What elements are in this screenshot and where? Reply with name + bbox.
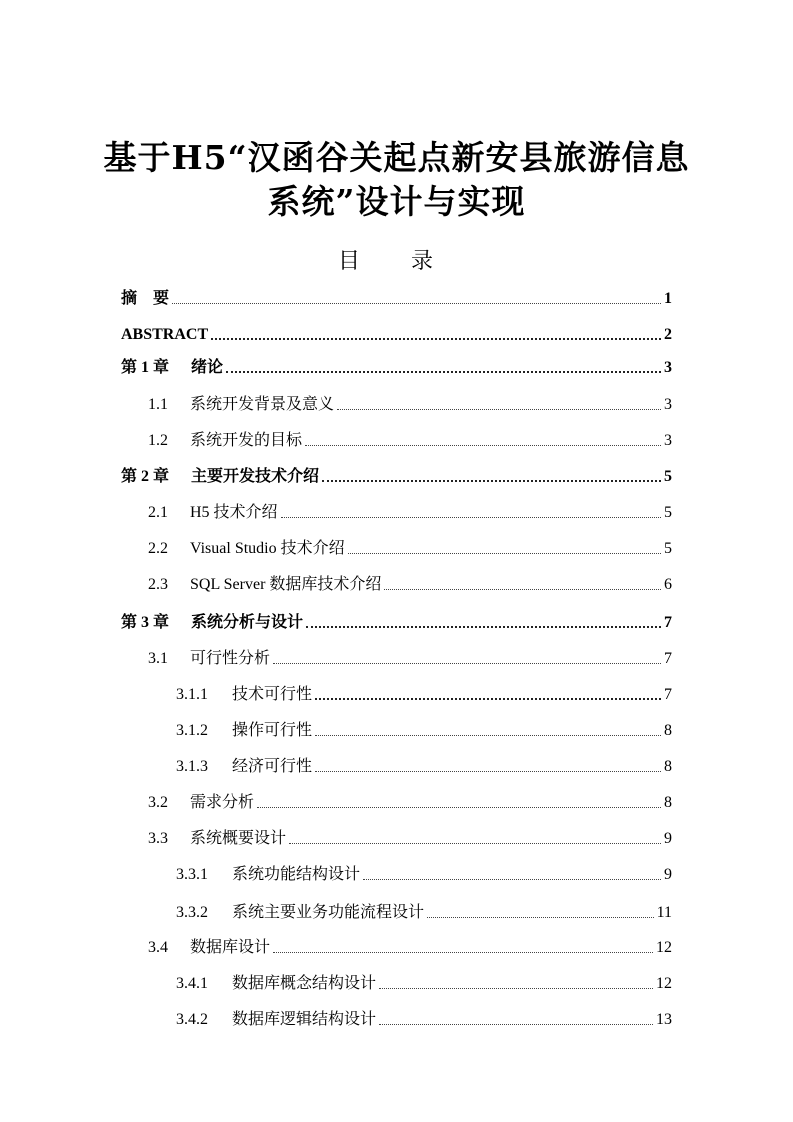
toc-entry-1-1[interactable] xyxy=(148,389,672,415)
toc-entry-number: 3.3.2 xyxy=(176,904,208,921)
toc-entry-page: 12 xyxy=(656,939,672,956)
toc-entry-page: 11 xyxy=(656,904,672,921)
dot-leader xyxy=(172,293,661,305)
toc-entry-2-2[interactable] xyxy=(148,533,672,559)
toc-entry-page: 5 xyxy=(664,540,672,557)
toc-entry-title: 经济可行性 xyxy=(232,758,313,775)
toc-entry-page: 12 xyxy=(656,975,672,992)
toc-entry-number: 3.3 xyxy=(148,830,168,847)
toc-entry-chapter-2[interactable] xyxy=(121,461,672,487)
toc-entry-3-2[interactable] xyxy=(148,787,672,813)
toc-entry-number: 第 2 章 xyxy=(121,468,170,485)
toc-entry-number: 2.3 xyxy=(148,576,168,593)
toc-entry-title: 绪论 xyxy=(191,359,224,376)
dot-leader xyxy=(379,1014,653,1026)
toc-entry-3-3-2[interactable] xyxy=(176,897,672,923)
toc-entry-3-1-3[interactable] xyxy=(176,751,672,777)
dot-leader xyxy=(337,399,661,411)
toc-entry-title: Visual Studio 技术介绍 xyxy=(190,540,345,557)
toc-entry-number: 3.1.1 xyxy=(176,686,208,703)
toc-entry-page: 8 xyxy=(664,794,672,811)
toc-entry-number: 1.1 xyxy=(148,396,168,413)
toc-entry-number: 第 1 章 xyxy=(121,359,170,376)
toc-entry-number: 3.1.2 xyxy=(176,722,208,739)
toc-heading: 目 录 xyxy=(338,249,455,274)
toc-entry-title: 数据库逻辑结构设计 xyxy=(232,1011,377,1028)
toc-entry-title: ABSTRACT xyxy=(121,326,209,343)
dot-leader xyxy=(289,833,661,845)
toc-entry-title: 系统开发背景及意义 xyxy=(190,396,335,413)
dot-leader xyxy=(306,617,661,629)
toc-entry-page: 7 xyxy=(664,686,672,703)
toc-entry-title: 需求分析 xyxy=(190,794,255,811)
toc-entry-number: 2.2 xyxy=(148,540,168,557)
toc-entry-abstract-en[interactable] xyxy=(121,319,672,345)
toc-entry-number: 3.4.1 xyxy=(176,975,208,992)
toc-entry-number: 3.2 xyxy=(148,794,168,811)
dot-leader xyxy=(315,725,661,737)
toc-entry-title: H5 技术介绍 xyxy=(190,504,278,521)
toc-entry-title: 系统开发的目标 xyxy=(190,432,303,449)
toc-entry-3-1-1[interactable] xyxy=(176,679,672,705)
toc-entry-number: 3.4.2 xyxy=(176,1011,208,1028)
toc-entry-title: 数据库概念结构设计 xyxy=(232,975,377,992)
toc-entry-chapter-3[interactable] xyxy=(121,607,672,633)
toc-entry-3-4-1[interactable] xyxy=(176,968,672,994)
toc-entry-title: 系统分析与设计 xyxy=(191,614,304,631)
toc-entry-page: 1 xyxy=(664,290,672,307)
toc-entry-page: 3 xyxy=(664,359,672,376)
toc-entry-page: 5 xyxy=(664,504,672,521)
toc-entry-title: 摘 要 xyxy=(121,290,170,307)
toc-entry-number: 3.1 xyxy=(148,650,168,667)
toc-entry-title: 可行性分析 xyxy=(190,650,271,667)
toc-entry-page: 2 xyxy=(664,326,672,343)
toc-entry-page: 5 xyxy=(664,468,672,485)
dot-leader xyxy=(384,579,661,591)
toc-entry-title: 主要开发技术介绍 xyxy=(191,468,320,485)
toc-entry-page: 7 xyxy=(664,614,672,631)
toc-entry-number: 3.1.3 xyxy=(176,758,208,775)
toc-entry-page: 9 xyxy=(664,830,672,847)
toc-entry-page: 3 xyxy=(664,396,672,413)
toc-entry-3-1[interactable] xyxy=(148,643,672,669)
dot-leader xyxy=(226,362,661,374)
dot-leader xyxy=(315,689,661,701)
dot-leader xyxy=(273,942,653,954)
toc-entry-number: 3.3.1 xyxy=(176,866,208,883)
toc-entry-3-3-1[interactable] xyxy=(176,859,672,885)
toc-entry-number: 1.2 xyxy=(148,432,168,449)
toc-entry-3-4[interactable] xyxy=(148,932,672,958)
dot-leader xyxy=(348,543,661,555)
toc-entry-2-1[interactable] xyxy=(148,497,672,523)
toc-entry-page: 6 xyxy=(664,576,672,593)
toc-entry-1-2[interactable] xyxy=(148,425,672,451)
dot-leader xyxy=(322,471,661,483)
dot-leader xyxy=(427,907,654,919)
dot-leader xyxy=(257,797,661,809)
toc-entry-page: 3 xyxy=(664,432,672,449)
dot-leader xyxy=(211,329,661,341)
toc-entry-number: 2.1 xyxy=(148,504,168,521)
toc-entry-page: 13 xyxy=(656,1011,672,1028)
toc-entry-title: 系统功能结构设计 xyxy=(232,866,361,883)
toc-entry-2-3[interactable] xyxy=(148,569,672,595)
toc-entry-page: 8 xyxy=(664,722,672,739)
toc-entry-title: 技术可行性 xyxy=(232,686,313,703)
dot-leader xyxy=(363,869,661,881)
toc-entry-title: 数据库设计 xyxy=(190,939,271,956)
toc-entry-number: 3.4 xyxy=(148,939,168,956)
toc-entry-title: SQL Server 数据库技术介绍 xyxy=(190,576,382,593)
toc-entry-page: 8 xyxy=(664,758,672,775)
toc-entry-3-3[interactable] xyxy=(148,823,672,849)
toc-entry-3-1-2[interactable] xyxy=(176,715,672,741)
toc-entry-3-4-2[interactable] xyxy=(176,1004,672,1030)
toc-entry-abstract-cn[interactable] xyxy=(121,283,672,309)
toc-entry-number: 第 3 章 xyxy=(121,614,170,631)
document-title-line-2: 系统”设计与实现 xyxy=(267,182,526,221)
toc-entry-title: 操作可行性 xyxy=(232,722,313,739)
document-title-line-1: 基于H5“汉函谷关起点新安县旅游信息 xyxy=(103,138,690,177)
toc-entry-page: 7 xyxy=(664,650,672,667)
toc-entry-title: 系统概要设计 xyxy=(190,830,287,847)
toc-entry-page: 9 xyxy=(664,866,672,883)
dot-leader xyxy=(379,978,653,990)
dot-leader xyxy=(273,653,661,665)
dot-leader xyxy=(315,761,661,773)
dot-leader xyxy=(305,435,661,447)
toc-entry-title: 系统主要业务功能流程设计 xyxy=(232,904,425,921)
toc-entry-chapter-1[interactable] xyxy=(121,352,672,378)
dot-leader xyxy=(281,507,661,519)
